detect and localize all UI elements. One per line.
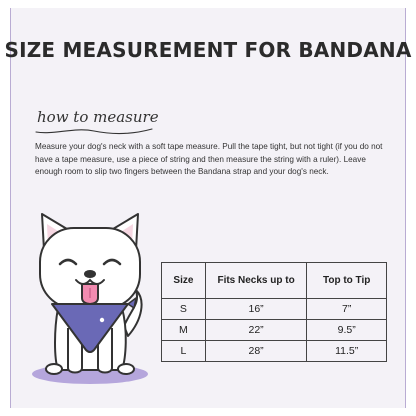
dog-illustration [28,208,158,388]
measure-instructions: Measure your dog's neck with a soft tape measure. Pull the tape tight, but not tight (if you do not have a tape measure, use a piece of string and then measure the string with a ruler). Leave enough room to slip two fingers between the Bandana strap and your dog's neck. [35,142,383,177]
cell-neck: 16” [205,299,307,320]
table-row [162,320,387,341]
cell-size: S [162,299,206,320]
cell-length: 11.5” [307,341,387,362]
size-table [161,262,387,362]
underline-flourish [34,124,154,138]
cell-length: 7” [307,299,387,320]
col-header-size: Size [162,263,206,299]
cell-size: L [162,341,206,362]
col-header-fits-necks: Fits Necks up to [205,263,307,299]
cell-length: 9.5” [307,320,387,341]
table-row [162,341,387,362]
cell-neck: 28” [205,341,307,362]
cell-size: M [162,320,206,341]
how-to-measure-heading: how to measure [37,108,159,126]
col-header-top-to-tip: Top to Tip [307,263,387,299]
table-row [162,299,387,320]
dog-nose [84,270,96,278]
cell-neck: 22” [205,320,307,341]
table-header-row [162,263,387,299]
page-title: SIZE MEASUREMENT FOR BANDANA [4,38,412,62]
